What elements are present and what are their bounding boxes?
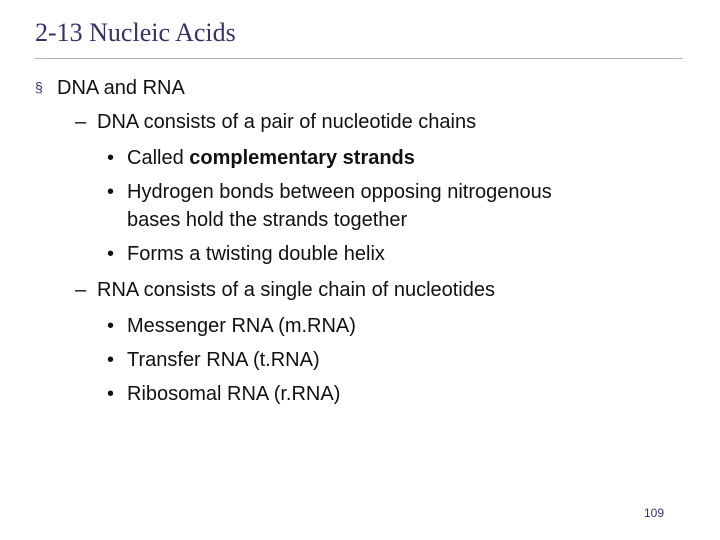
dot-bullet-icon: • [107,181,115,203]
dash-bullet-icon: – [75,111,87,133]
bullet-item-level3 [107,348,320,372]
dot-bullet-icon: • [107,383,115,405]
bullet-item-level3 [107,314,356,338]
bullet-item-level3 [107,180,552,204]
bullet-text: Forms a twisting double helix [127,243,385,265]
bullet-text: Messenger RNA (m.RNA) [127,315,356,337]
bullet-text-bold: complementary strands [189,147,415,169]
bullet-item-level2 [75,278,495,302]
dot-bullet-icon: • [107,349,115,371]
bullet-text: DNA and RNA [57,77,185,99]
square-bullet-icon: § [35,79,43,95]
bullet-text: Ribosomal RNA (r.RNA) [127,383,341,405]
page-number: 109 [643,506,664,520]
bullet-text: Transfer RNA (t.RNA) [127,349,320,371]
bullet-text-continuation: bases hold the strands together [127,209,408,231]
dot-bullet-icon: • [107,147,115,169]
bullet-text: Hydrogen bonds between opposing nitrogenous [127,181,552,203]
dot-bullet-icon: • [107,315,115,337]
bullet-item-level3 [107,382,340,406]
bullet-item-level3 [107,242,385,266]
bullet-item-level2 [75,110,476,134]
bullet-item-level1 [35,76,185,101]
slide-title: 2-13 Nucleic Acids [35,18,236,47]
dot-bullet-icon: • [107,243,115,265]
bullet-text: DNA consists of a pair of nucleotide chains [97,111,477,133]
bullet-text-prefix: Called [127,147,190,169]
dash-bullet-icon: – [75,279,87,301]
title-divider [35,58,683,59]
bullet-item-level3 [107,146,415,170]
bullet-text: RNA consists of a single chain of nucleotides [97,279,495,301]
